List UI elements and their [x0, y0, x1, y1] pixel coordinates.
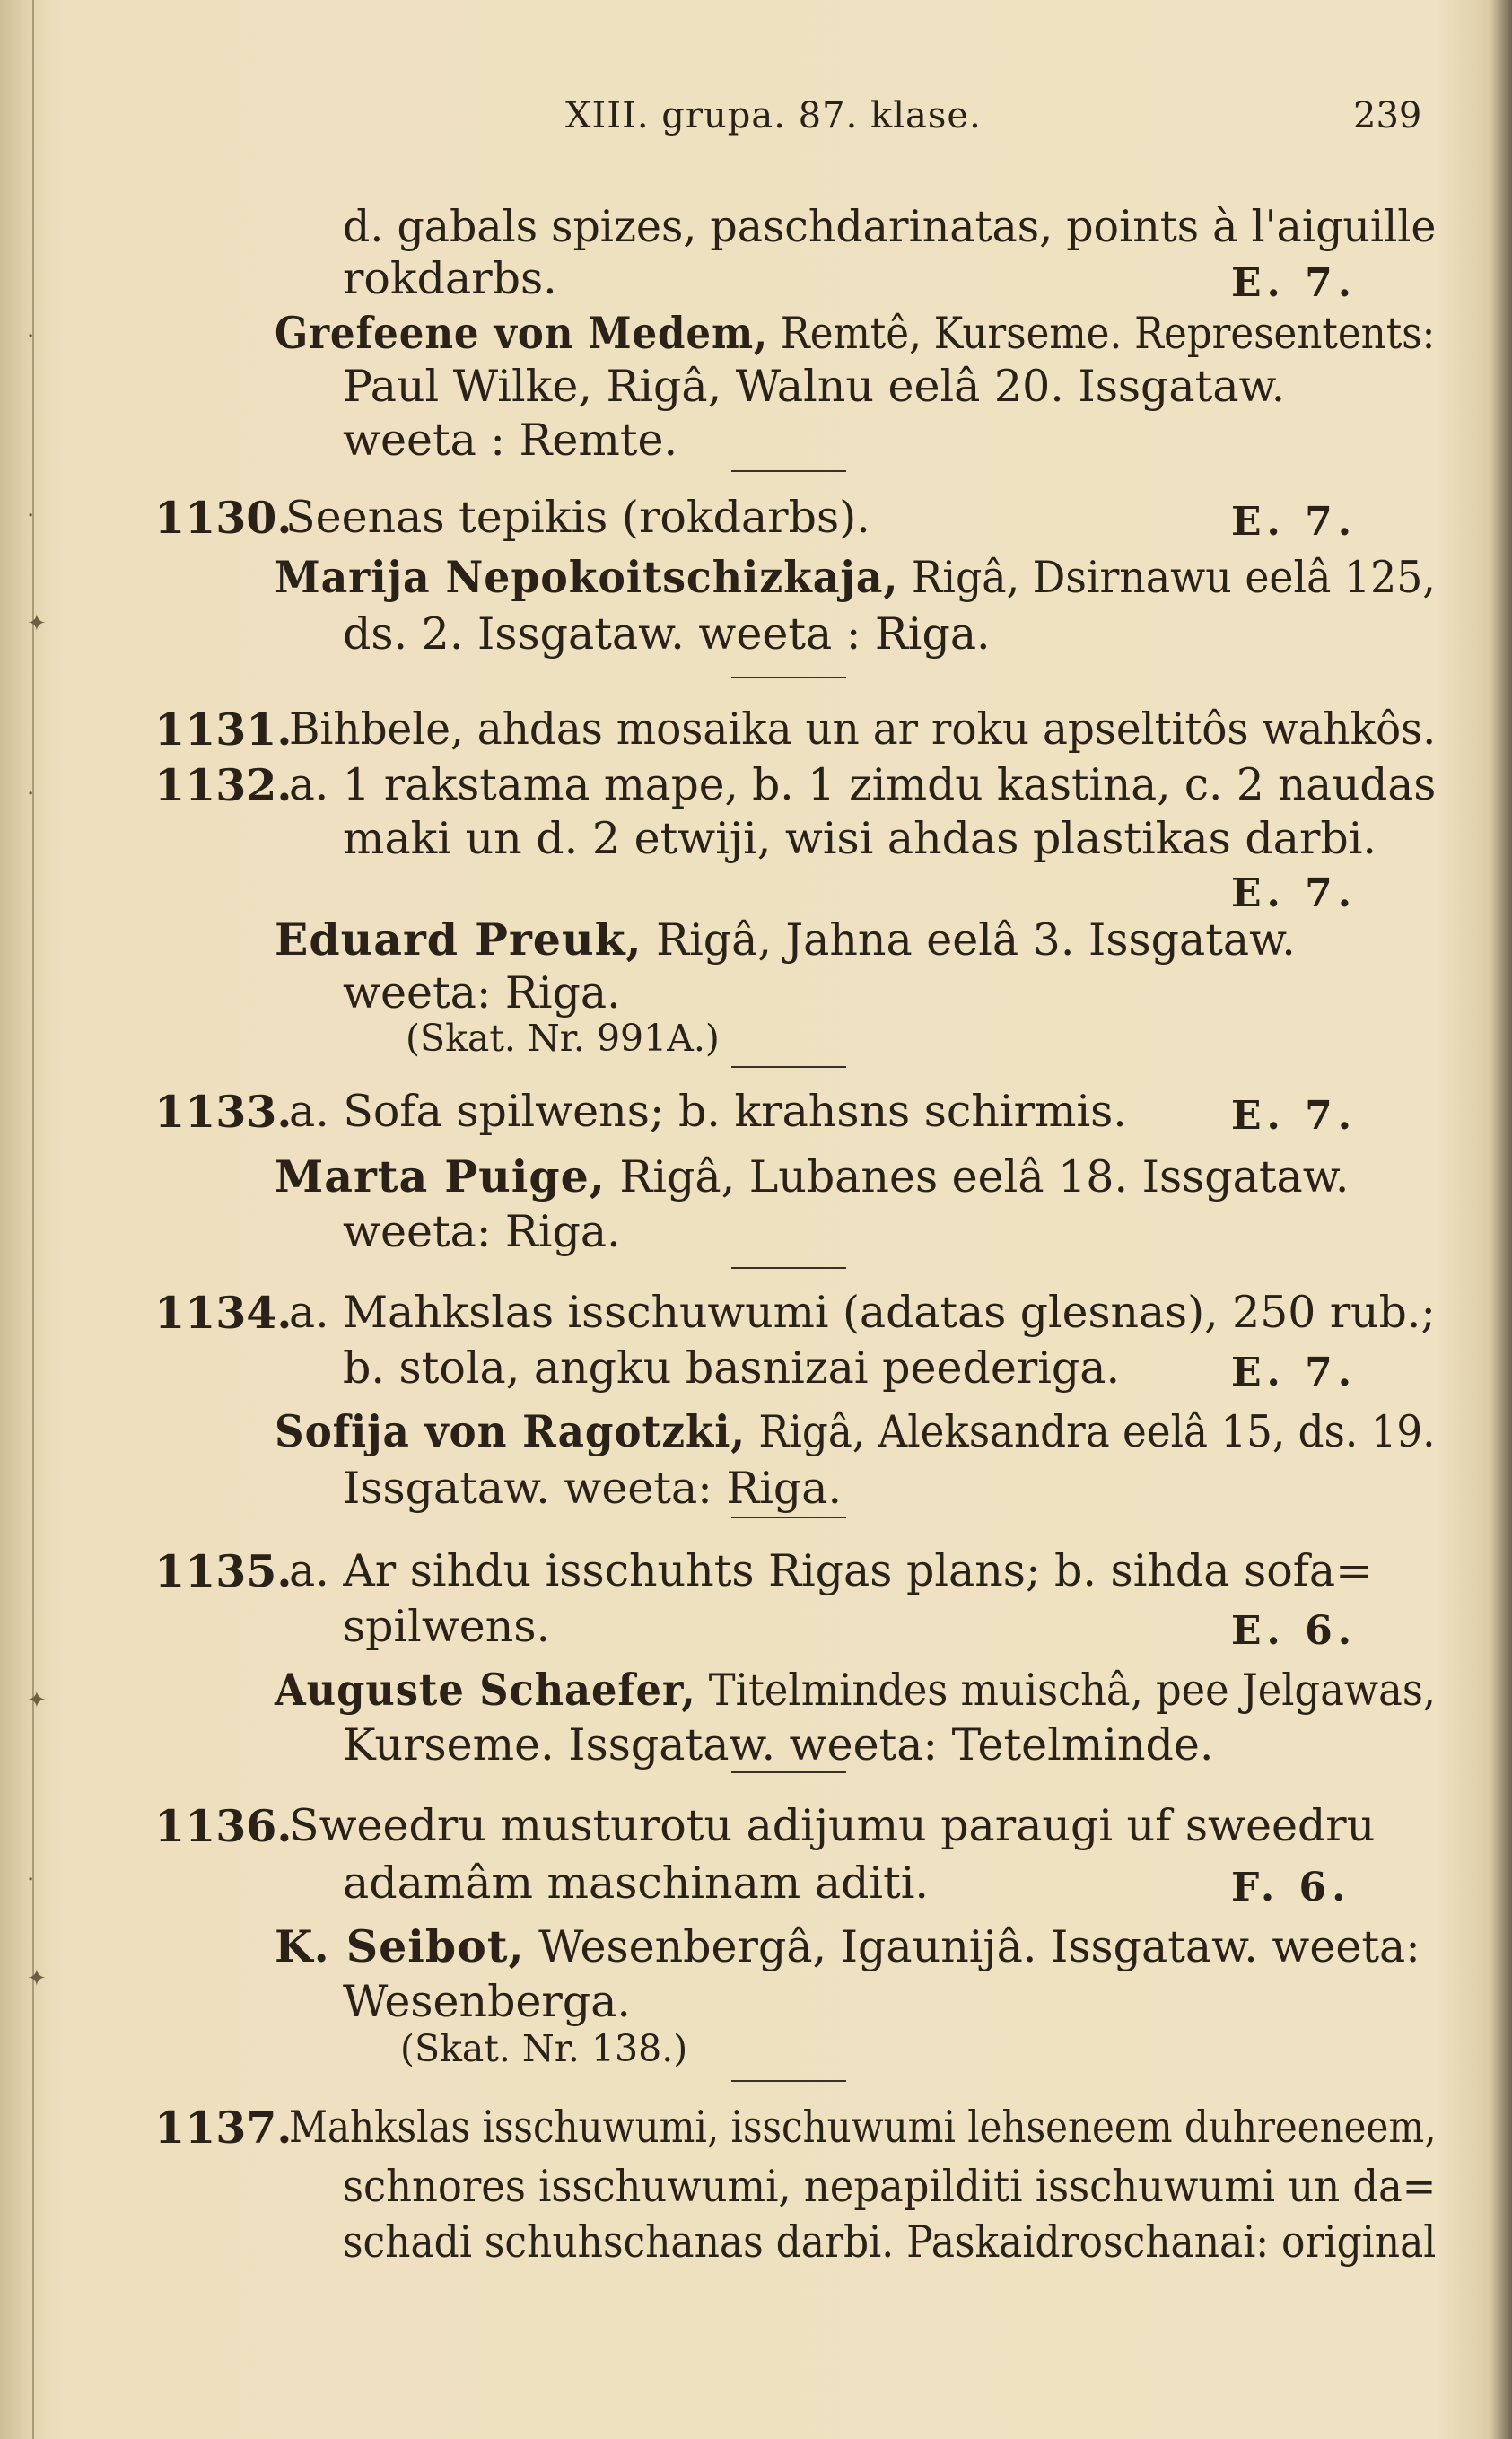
exhibitor-name: Auguste Schaefer,	[275, 1664, 696, 1716]
text-line: adamâm maschinam aditi.	[343, 1858, 930, 1909]
entry-separator	[731, 1771, 846, 1773]
exhibitor-details: Rigâ, Dsirnawu eelâ 125,	[898, 552, 1436, 603]
exhibitor-line	[275, 912, 1296, 968]
class-code: F. 6.	[1231, 1865, 1351, 1910]
class-code: E. 7.	[1231, 260, 1358, 306]
class-code: E. 6.	[1231, 1608, 1358, 1654]
exhibitor-line	[275, 1403, 1436, 1460]
margin-mark: ✦	[27, 1965, 47, 1992]
exhibitor-details: Titelmindes muischâ, pee Jelgawas,	[695, 1665, 1437, 1716]
class-code: E. 7.	[1231, 1093, 1358, 1139]
entry-number: 1130.	[154, 492, 293, 544]
exhibitor-line	[275, 305, 1435, 362]
text-line: Sweedru musturotu adijumu paraugi uf sweedru	[289, 1800, 1376, 1851]
entry-number: 1132.	[154, 759, 293, 811]
text-line: weeta: Riga.	[343, 1206, 621, 1257]
margin-mark: ·	[27, 323, 35, 350]
class-code: E. 7.	[1231, 1350, 1358, 1395]
entry-separator	[731, 1267, 846, 1269]
text-line: a. 1 rakstama mape, b. 1 zimdu kastina, c. 2 naudas	[289, 759, 1437, 810]
class-code: E. 7.	[1231, 499, 1358, 545]
text-line: a. Ar sihdu isschuhts Rigas plans; b. sihda sofa=	[289, 1545, 1373, 1596]
text-line: d. gabals spizes, paschdarinatas, points à l'aiguille	[343, 201, 1437, 252]
running-head: XIII. grupa. 87. klase.	[565, 95, 982, 136]
text-line: weeta : Remte.	[343, 415, 678, 466]
text-line: Wesenberga.	[343, 1976, 632, 2027]
text-line: Seenas tepikis (rokdarbs).	[285, 492, 870, 543]
text-line: a. Sofa spilwens; b. krahsns schirmis.	[289, 1086, 1127, 1137]
exhibitor-name: Marija Nepokoitschizkaja,	[275, 551, 899, 603]
margin-mark: ✦	[27, 1687, 47, 1714]
exhibitor-details: Rigâ, Jahna eelâ 3. Issgataw.	[642, 914, 1296, 966]
class-code: E. 7.	[1231, 870, 1358, 916]
margin-mark: ·	[27, 781, 35, 808]
exhibitor-line	[275, 1662, 1436, 1718]
entry-number: 1136.	[154, 1800, 293, 1852]
exhibitor-line	[275, 1919, 1420, 1975]
margin-mark: ·	[27, 503, 35, 529]
exhibitor-line	[275, 549, 1436, 606]
entry-number: 1133.	[154, 1086, 293, 1138]
entry-number: 1137.	[154, 2102, 293, 2154]
exhibitor-details: Rigâ, Lubanes eelâ 18. Issgataw.	[605, 1151, 1350, 1202]
text-line: schnores isschuwumi, nepapilditi isschuwumi un da=	[343, 2161, 1437, 2212]
exhibitor-name: Eduard Preuk,	[275, 914, 642, 966]
entry-separator	[731, 470, 846, 472]
cross-reference: (Skat. Nr. 991A.)	[406, 1017, 720, 1060]
text-line: maki un d. 2 etwiji, wisi ahdas plastikas darbi.	[343, 813, 1377, 864]
entry-number: 1131.	[154, 704, 293, 756]
text-line: Issgataw. weeta: Riga.	[343, 1463, 843, 1514]
exhibitor-details: Remtê, Kurseme. Representents:	[768, 308, 1436, 359]
margin-mark: ·	[27, 1866, 35, 1893]
text-line: Bihbele, ahdas mosaika un ar roku apseltitôs wahkôs.	[289, 704, 1437, 755]
exhibitor-line	[275, 1149, 1349, 1205]
exhibitor-details: Wesenbergâ, Igaunijâ. Issgataw. weeta:	[524, 1921, 1420, 1972]
text-line: Paul Wilke, Rigâ, Walnu eelâ 20. Issgataw.	[343, 361, 1286, 412]
entry-number: 1134.	[154, 1287, 293, 1339]
text-line: spilwens.	[343, 1601, 551, 1652]
text-line: schadi schuhschanas darbi. Paskaidroschanai: original	[343, 2216, 1437, 2268]
text-line: Kurseme. Issgataw. weeta: Tetelminde.	[343, 1719, 1214, 1770]
exhibitor-name: K. Seibot,	[275, 1920, 525, 1972]
exhibitor-name: Grefeene von Medem,	[275, 307, 769, 359]
entry-separator	[731, 1517, 846, 1518]
page-number: 239	[1353, 95, 1422, 136]
text-line: weeta: Riga.	[343, 967, 621, 1018]
text-line: ds. 2. Issgataw. weeta : Riga.	[343, 608, 991, 660]
margin-mark: ✦	[27, 610, 47, 637]
text-line: a. Mahkslas isschuwumi (adatas glesnas), 250 rub.;	[289, 1287, 1436, 1338]
exhibitor-details: Rigâ, Aleksandra eelâ 15, ds. 19.	[745, 1406, 1436, 1457]
exhibitor-name: Sofija von Ragotzki,	[275, 1405, 746, 1457]
exhibitor-name: Marta Puige,	[275, 1150, 606, 1202]
cross-reference: (Skat. Nr. 138.)	[400, 2027, 688, 2070]
entry-separator	[731, 677, 846, 678]
text-line: b. stola, angku basnizai peederiga.	[343, 1342, 1121, 1394]
entry-number: 1135.	[154, 1545, 293, 1597]
entry-separator	[731, 2080, 846, 2082]
page-header	[0, 90, 1512, 144]
page-gutter-line	[32, 0, 34, 2439]
text-line: Mahkslas isschuwumi, isschuwumi lehseneem duhreeneem,	[289, 2102, 1437, 2153]
text-line: rokdarbs.	[343, 253, 557, 304]
entry-separator	[731, 1066, 846, 1068]
